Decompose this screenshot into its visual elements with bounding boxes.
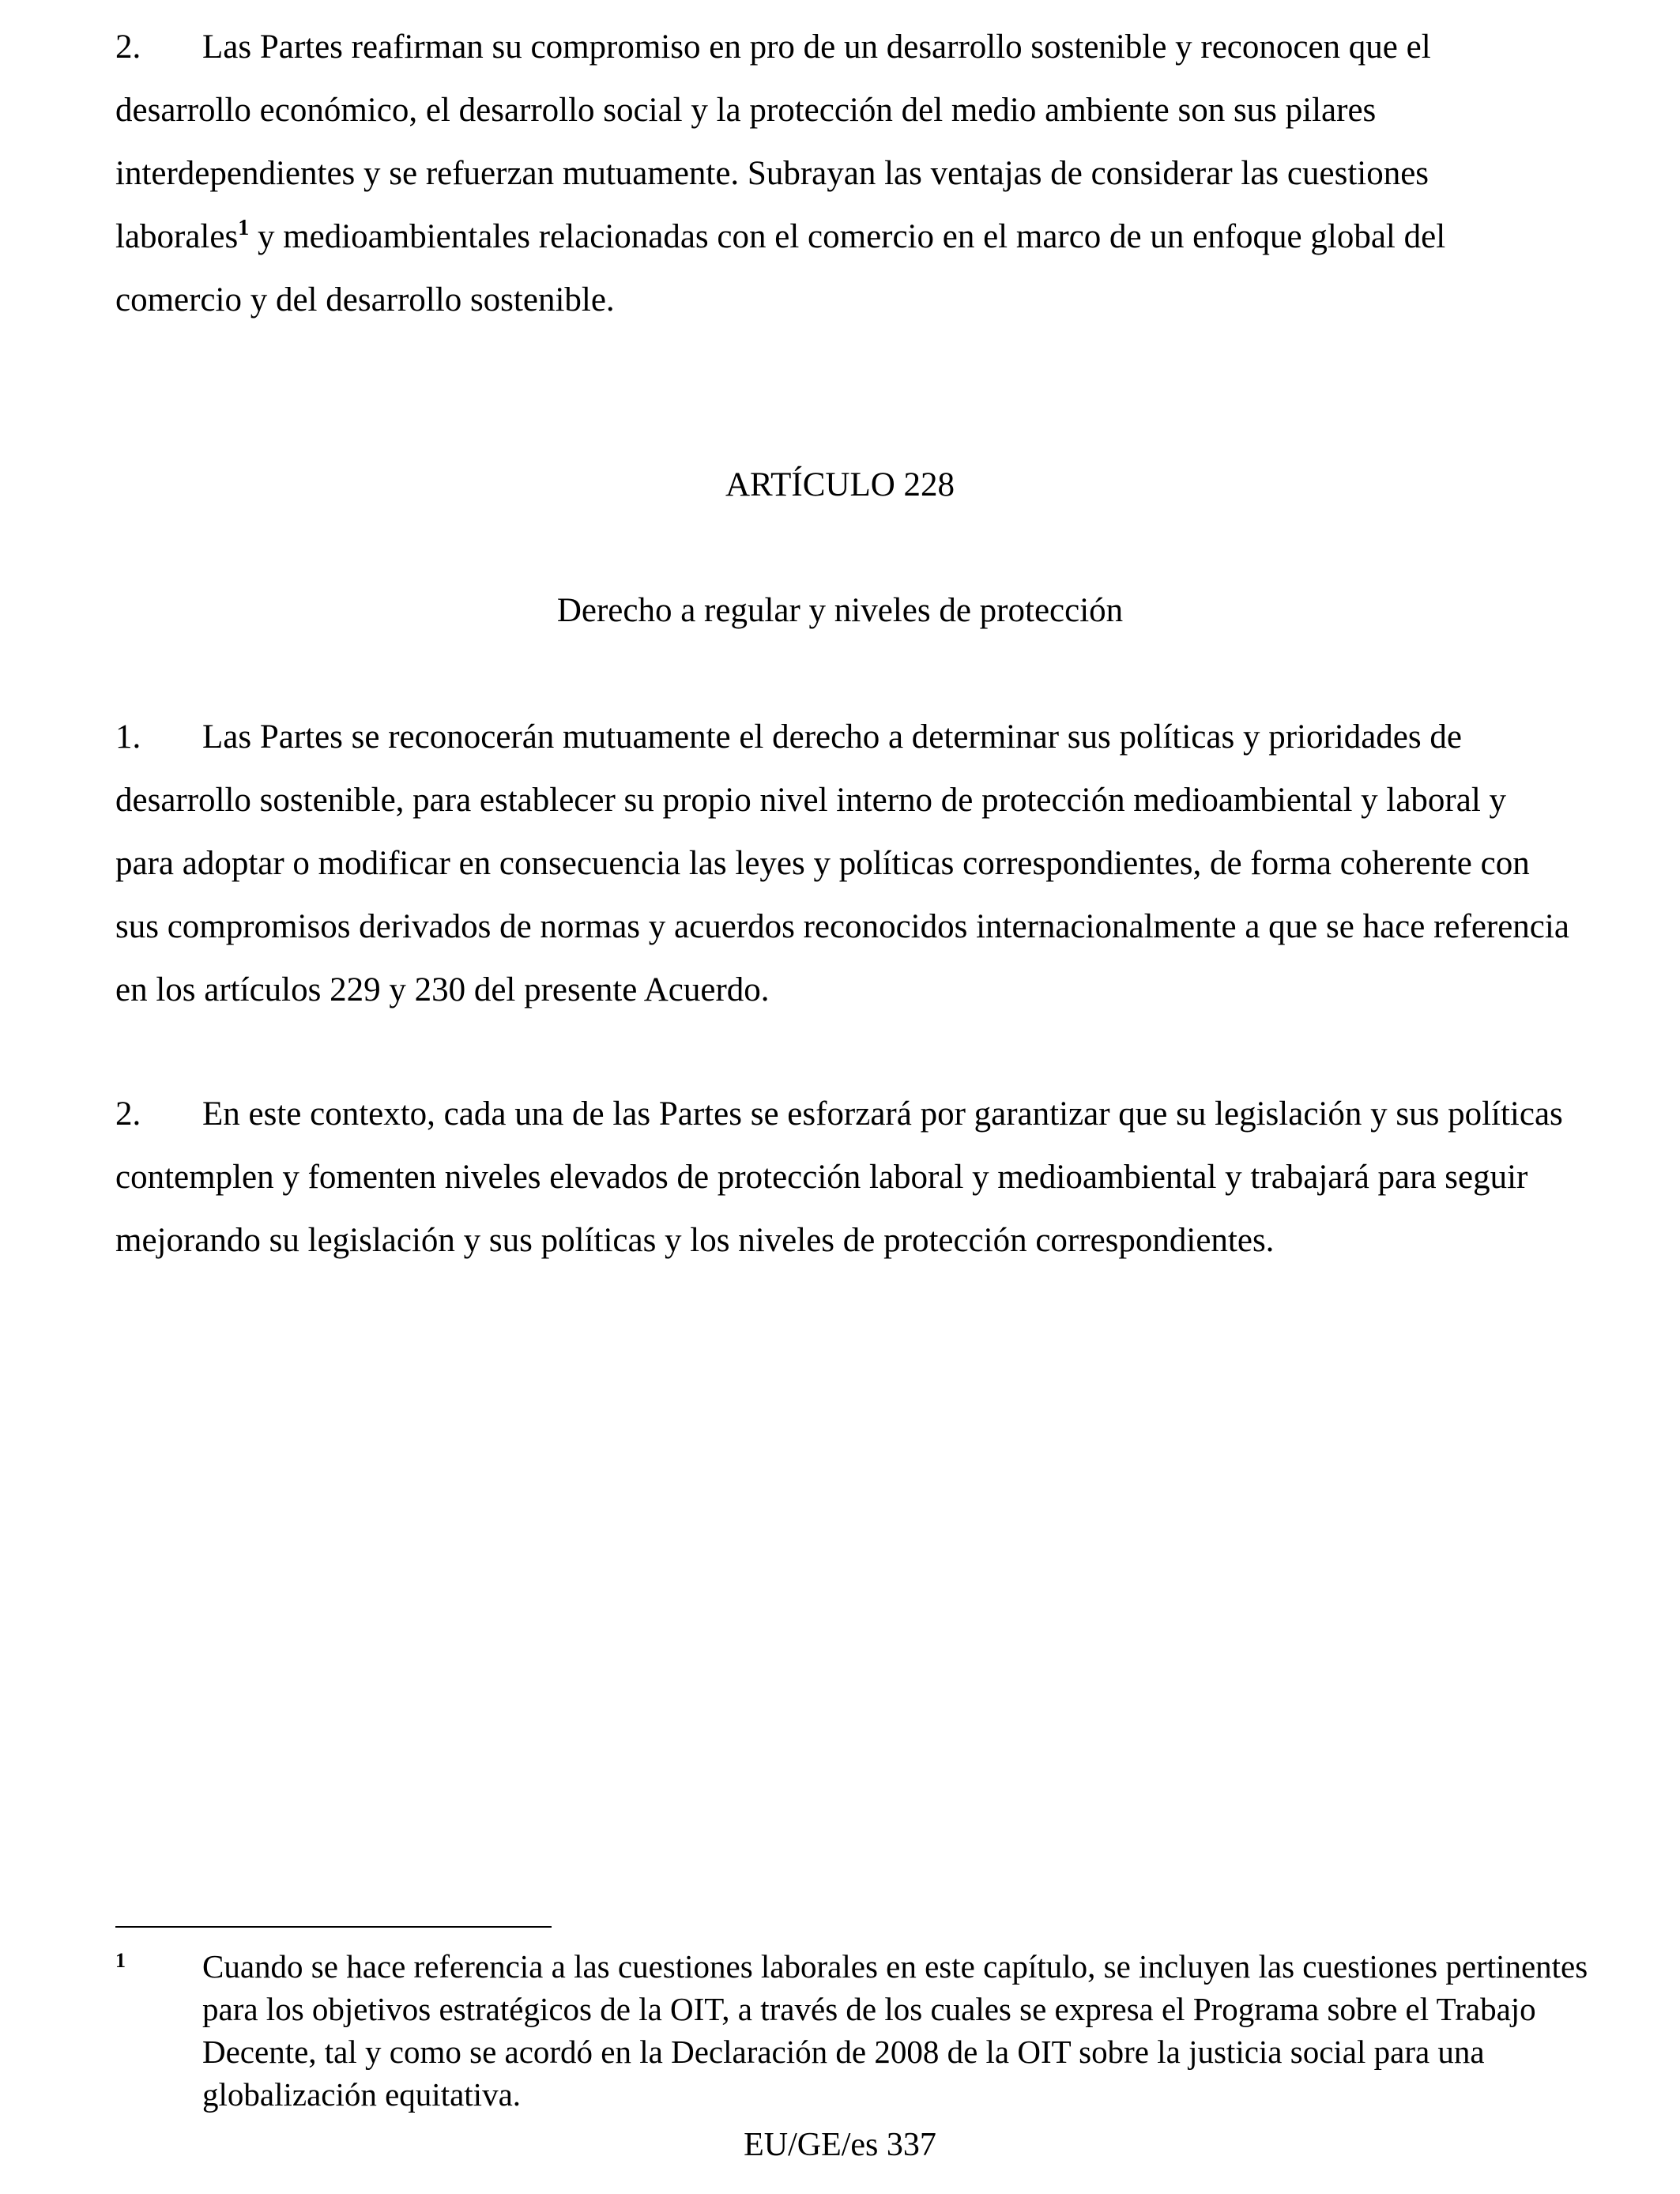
footnote-separator <box>115 1926 552 1928</box>
intro-paragraph <box>115 16 1569 332</box>
article-title: Derecho a regular y niveles de protección <box>556 592 1124 629</box>
page-reference: EU/GE/es 337 <box>744 2127 936 2163</box>
article-paragraph-1 <box>115 706 1569 1022</box>
paragraph-text: En este contexto, cada una de las Partes se esforzará por garantizar que su legislación y sus políticas contemplen y fomenten niveles elevados de protección laboral y medioambiental y trabajará para seguir mejorando su legislación y sus políticas y los niveles de protección correspondientes. <box>115 1095 1563 1259</box>
paragraph-text: Las Partes reafirman su compromiso en pro de un desarrollo sostenible y reconocen que el desarrollo económico, el desarrollo social y la protección del medio ambiente son sus pilares interdependientes y se refuerzan mutuamente. Subrayan las ventajas de considerar las cuestiones laborales <box>115 28 1431 255</box>
paragraph-number: 2. <box>115 1095 141 1133</box>
article-heading: ARTÍCULO 228 <box>725 466 955 503</box>
footnote-reference[interactable]: 1 <box>238 216 250 240</box>
paragraph-number: 2. <box>115 28 141 66</box>
paragraph-text-continued: y medioambientales relacionadas con el comercio en el marco de un enfoque global del comercio y del desarrollo sostenible. <box>115 218 1446 319</box>
footnote-mark: 1 <box>115 1949 126 1972</box>
article-paragraph-2 <box>115 1083 1569 1272</box>
footnote-text: Cuando se hace referencia a las cuestiones laborales en este capítulo, se incluyen las cuestiones pertinentes para los objetivos estratégicos de la OIT, a través de los cuales se expresa el Programa sobre el Trabajo Decente, tal y como se acordó en la Declaración de 2008 de la OIT sobre la justicia social para una globalización equitativa. <box>202 1948 1588 2113</box>
paragraph-number: 1. <box>115 718 141 756</box>
paragraph-text: Las Partes se reconocerán mutuamente el derecho a determinar sus políticas y prioridades de desarrollo sostenible, para establecer su propio nivel interno de protección medioambiental y laboral y para adoptar o modificar en consecuencia las leyes y políticas correspondientes, de forma coherente con sus compromisos derivados de normas y acuerdos reconocidos internacionalmente a que se hace referencia en los artículos 229 y 230 del presente Acuerdo. <box>115 718 1569 1008</box>
